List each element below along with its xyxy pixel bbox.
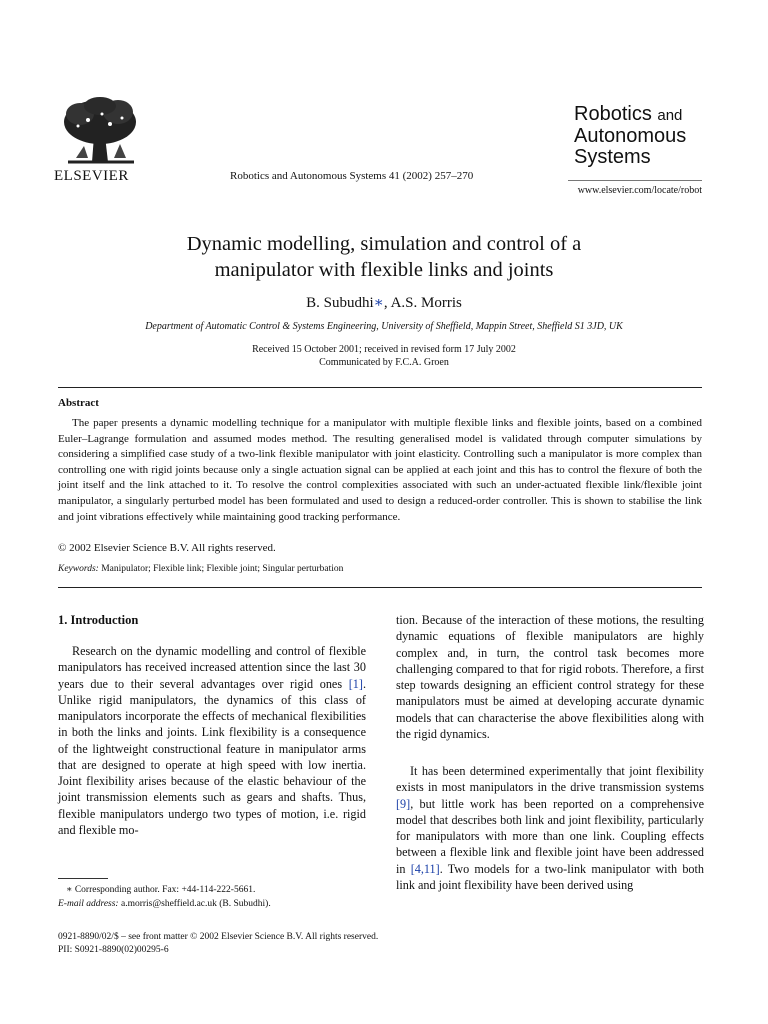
journal-logo-and: and xyxy=(657,107,683,124)
citation-link-4-11[interactable]: [4,11] xyxy=(410,861,440,876)
intro-right-text-b: , but little work has been reported on a comprehensive model that describes both link and joint flexibility, particularly for manipulators with more than one link. Coupling effects between a flexible link and flexible joint have been addressed in xyxy=(396,796,704,876)
keywords xyxy=(58,564,343,574)
abstract-copyright: © 2002 Elsevier Science B.V. All rights reserved. xyxy=(58,542,276,554)
author-2: A.S. Morris xyxy=(390,295,462,311)
intro-right-text-a: It has been determined experimentally that joint flexibility exists in most manipulators in the drive transmission systems xyxy=(396,764,704,795)
citation-link-9[interactable]: [9] xyxy=(396,796,411,811)
abstract-heading: Abstract xyxy=(58,397,99,409)
intro-left-text-b: . Unlike rigid manipulators, the dynamics of this class of manipulators incorporate the effects of mechanical flexibilities in both the links and joints. Link flexibility is a consequence of the lightweight constructional feature in manipulator arms that are designed to operate at high speed with low inertia. Joint flexibility arises because of the elastic behaviour of the joint transmission elements such as gears and shafts. Thus, flexible manipulators undergo two types of motion, i.e. rigid and flexible mo- xyxy=(58,676,366,837)
corresponding-author-mark[interactable]: ∗ xyxy=(373,295,384,311)
title-line-1: Dynamic modelling, simulation and control of a xyxy=(186,233,582,255)
footnote xyxy=(58,883,271,911)
header-rule xyxy=(568,180,702,181)
keywords-values: Manipulator; Flexible link; Flexible joint; Singular perturbation xyxy=(101,564,344,574)
journal-logo-line3: Systems xyxy=(574,146,651,168)
footnote-rule xyxy=(58,878,108,879)
title-line-2: manipulator with flexible links and joints xyxy=(214,259,554,281)
intro-right-paragraph-1: tion. Because of the interaction of these motions, the resulting dynamic equations of flexible manipulators are highly complex and, in turn, the control task becomes more challenging compared to that for rigid robots. Therefore, a first step towards designing an efficient control strategy for these manipulators must be aimed at developing accurate dynamic models that can characterise the above flexibilities along with the rigid dynamics. xyxy=(396,613,704,741)
author-separator: , xyxy=(383,295,391,311)
citation-link-1[interactable]: [1] xyxy=(348,676,363,691)
issn-pii: PII: S0921-8890(02)00295-6 xyxy=(58,945,169,955)
article-dates xyxy=(100,343,668,369)
footnote-email[interactable]: a.morris@sheffield.ac.uk (B. Subudhi). xyxy=(118,899,271,909)
journal-citation: Robotics and Autonomous Systems 41 (2002) 257–270 xyxy=(230,170,474,182)
journal-logo-line2: Autonomous xyxy=(574,125,687,147)
issn-info xyxy=(58,931,378,957)
footnote-email-label: E-mail address: xyxy=(58,899,119,909)
footnote-corresponding: Corresponding author. Fax: +44-114-222-5661. xyxy=(72,885,256,895)
issn-front-matter: 0921-8890/02/$ – see front matter © 2002 Elsevier Science B.V. All rights reserved. xyxy=(58,932,379,942)
footnote-mark: ∗ xyxy=(66,885,73,895)
affiliation: Department of Automatic Control & Systems Engineering, University of Sheffield, Mappin Street, Sheffield S1 3JD, UK xyxy=(145,321,623,332)
intro-left-paragraph xyxy=(58,643,366,838)
paper-title xyxy=(100,231,668,283)
intro-right-text-c: . Two models for a two-link manipulator with both link and joint flexibility have been derived using xyxy=(396,861,704,892)
received-dates: Received 15 October 2001; received in revised form 17 July 2002 xyxy=(252,344,516,355)
journal-logo xyxy=(574,104,686,168)
publisher-name: ELSEVIER xyxy=(54,168,129,184)
abstract-bottom-rule xyxy=(58,587,702,588)
abstract-top-rule xyxy=(58,387,702,388)
elsevier-tree-logo xyxy=(58,96,142,168)
intro-right-paragraph-2 xyxy=(396,763,704,893)
authors xyxy=(100,293,668,312)
section-heading-introduction: 1. Introduction xyxy=(58,613,139,627)
journal-logo-line1: Robotics xyxy=(574,103,652,125)
author-1: B. Subudhi xyxy=(306,295,374,311)
abstract-text: The paper presents a dynamic modelling technique for a manipulator with multiple flexible links and flexible joints, based on a combined Euler–Lagrange formulation and assumed modes method. The resulting generalised model is validated through computer simulations by considering a simplified case study of a two-link flexible manipulator with joint elasticity. Controlling such a manipulator is more complex than controlling one with rigid joints because only a single actuation signal can be applied at each joint and this has to control the flexure of both the joint itself and the link attached to it. To resolve the control complexities associated with such an under-actuated flexible link/flexible joint manipulator, a singularly perturbed model has been formulated and used to design a reduced-order controller. This is shown to stabilise the link and joint vibrations effectively while maintaining good tracking performance. xyxy=(58,417,702,523)
journal-url[interactable]: www.elsevier.com/locate/robot xyxy=(577,185,702,196)
intro-left-text-a: Research on the dynamic modelling and control of flexible manipulators has received increased attention since the last 30 years due to their several advantages over rigid ones xyxy=(58,644,366,691)
keywords-label: Keywords: xyxy=(58,564,99,574)
communicated-by: Communicated by F.C.A. Groen xyxy=(319,357,449,368)
